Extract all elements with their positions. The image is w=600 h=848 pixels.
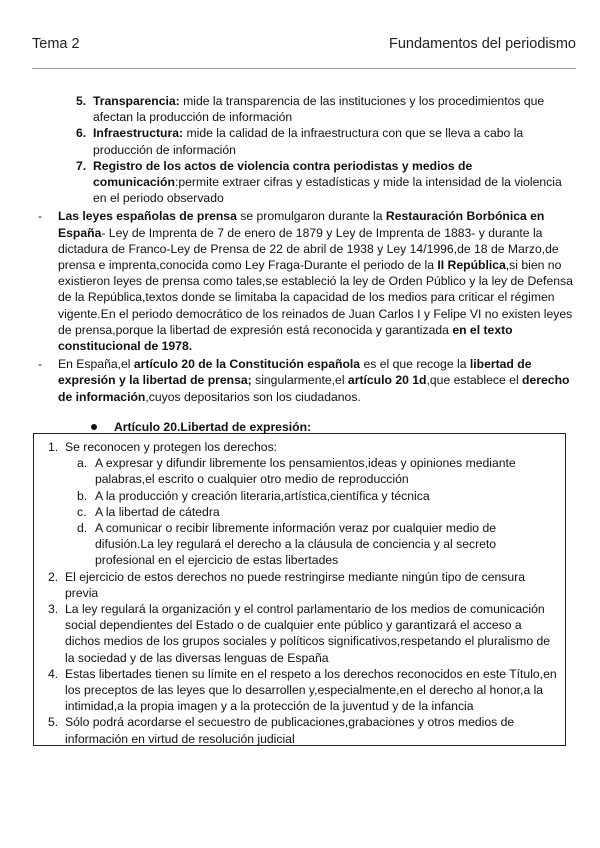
subitem-letter: a. [77, 456, 88, 471]
bold-text: artículo 20 de la Constitución española [133, 357, 361, 372]
page-header [32, 36, 576, 56]
list-item [30, 158, 576, 207]
bold-text: libertad de expresión y la libertad de prensa; [58, 357, 532, 388]
article-subitem [34, 504, 557, 520]
item-number: 5. [76, 94, 87, 108]
article-heading-text: Artículo 20.Libertad de expresión: [114, 419, 312, 434]
header-divider [32, 68, 576, 69]
dash-marker: - [38, 209, 43, 224]
subitem-text: A expresar y difundir libremente los pensamientos,ideas y opiniones mediante palabras,el escrito o cualquier otro medio de reproducción [95, 456, 516, 487]
text: singularmente,el [251, 373, 348, 388]
article-item [34, 714, 557, 746]
item-term: Infraestructura: [93, 126, 184, 141]
article-subitem [34, 488, 557, 504]
article-subitem [34, 520, 557, 569]
dash-marker: - [38, 357, 43, 372]
subitem-letter: c. [77, 504, 87, 519]
article-text: La ley regulará la organización y el control parlamentario de los medios de comunicación social dependientes del Estado o de cualquier ente público y garantizará el acceso a dichos medios de los grupos sociales y políticos significativos,respetando el pluralismo de la sociedad y de las diversas lenguas de España [65, 602, 551, 665]
subitem-letter: b. [77, 488, 88, 503]
text: En España,el [58, 357, 134, 372]
article-number: 5. [48, 715, 59, 730]
subitem-text: A la libertad de cátedra [95, 504, 220, 519]
article-item [34, 439, 557, 455]
item-number: 6. [76, 126, 87, 141]
bold-text: Las leyes españolas de prensa [58, 209, 237, 224]
article-subitem [34, 455, 557, 487]
bold-text: artículo 20 1d [347, 373, 427, 388]
item-number: 7. [76, 158, 87, 173]
item-text: mide la calidad de la infraestructura con que se lleva a cabo la producción de información [93, 126, 524, 157]
article-text: El ejercicio de estos derechos no puede restringirse mediante ningún tipo de censura previa [65, 569, 526, 600]
bullet-icon [91, 424, 97, 430]
subitem-text: A comunicar o recibir libremente información veraz por cualquier medio de difusión.La ley regulará el derecho a la cláusula de conciencia y al secreto profesional en el ejercicio de estas libertades [95, 521, 497, 568]
item-text: :permite extraer cifras y estadísticas y mide la intensidad de la violencia en el periodo observado [93, 175, 562, 206]
bold-text: Restauración Borbónica en España [58, 209, 545, 240]
item-term: Registro de los actos de violencia contra periodistas y medios de comunicación [93, 158, 473, 190]
article-number: 2. [48, 569, 59, 584]
text: ,que establece el [426, 373, 523, 388]
list-item [30, 125, 576, 157]
subitem-letter: d. [77, 521, 88, 536]
topic-label: Tema 2 [32, 36, 80, 52]
bold-text: derecho de información [58, 373, 570, 404]
article-text: Estas libertades tienen su límite en el respeto a los derechos reconocidos en este Título,en los preceptos de las leyes que lo desarrollen y,especialmente,en el derecho al honor,a la intimidad,a la propia imagen y a la protección de la juventud y de la infancia [65, 666, 557, 714]
article-number: 3. [48, 602, 59, 617]
text: - Ley de Imprenta de 7 de enero de 1879 y Ley de Imprenta de 1883- y durante la dictadura de Franco-Ley de Prensa de 22 de abril de 1938 y Ley 14/1996,de 18 de Marzo,de prensa e imprenta,conocida como Ley Fraga-Durante el periodo de la [58, 225, 559, 273]
bold-text: II República [437, 258, 506, 273]
article-number: 1. [48, 440, 59, 454]
text: se promulgaron durante la [236, 209, 386, 224]
text: ,cuyos depositarios son los ciudadanos. [145, 389, 361, 404]
article-box [33, 433, 566, 746]
paragraph-article-20 [30, 356, 576, 405]
paragraph-press-laws [30, 208, 576, 354]
document-body [30, 93, 576, 435]
article-number: 4. [48, 666, 59, 681]
text: ,si bien no existieron leyes de prensa como tales,se estableció la ley de Orden Público y la ley de Defensa de la República,textos donde se limitaba la capacidad de los medios para criticar el régimen vigente.En el periodo democrático de los reinados de Juan Carlos I y Felipe VI no existen leyes de prensa,porque la libertad de expresión está reconocida y garantizada [58, 258, 573, 337]
subject-title: Fundamentos del periodismo [389, 36, 576, 52]
article-text: Sólo podrá acordarse el secuestro de publicaciones,grabaciones y otros medios de información en virtud de resolución judicial [65, 715, 515, 746]
article-text: Se reconocen y protegen los derechos: [65, 440, 278, 454]
list-item [30, 93, 576, 125]
text: es el que recoge la [360, 357, 470, 372]
item-text: mide la transparencia de las instituciones y los procedimientos que afectan la producción de información [93, 94, 545, 125]
item-term: Transparencia: [93, 94, 180, 108]
article-item [34, 601, 557, 666]
article-item [34, 666, 557, 715]
bold-text: en el texto constitucional de 1978. [58, 322, 513, 354]
subitem-text: A la producción y creación literaria,artística,científica y técnica [95, 488, 430, 503]
article-item [34, 569, 557, 601]
